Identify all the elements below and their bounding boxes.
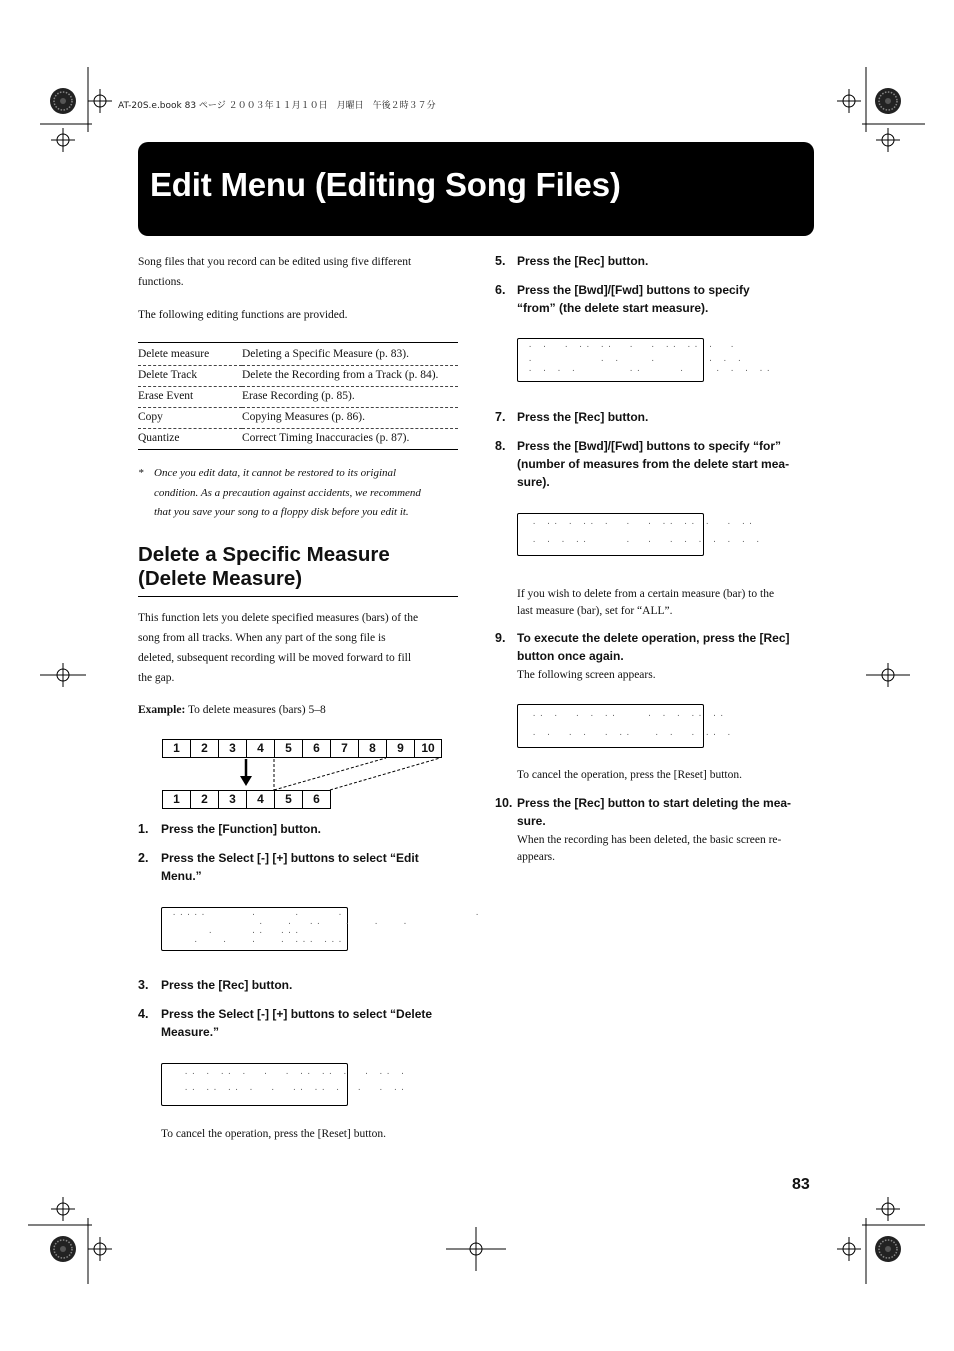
step-6: [495, 281, 815, 317]
lcd-row: ·· · ·· · · · ·· ·· · · ·· ·: [184, 1070, 408, 1078]
lcd-confirm: [517, 704, 735, 748]
following-note: The following screen appears.: [517, 669, 656, 681]
step-text: Press the Select [-] [+] buttons to select “Delete: [161, 1007, 433, 1021]
lcd-row: · · · · ··· ···: [172, 938, 346, 946]
measure-cell: 4: [246, 790, 275, 809]
done-note-line: appears.: [517, 851, 555, 863]
measure-cell: 2: [190, 739, 219, 758]
lcd-row: · · · · · ·· · · · ·· ·: [532, 731, 735, 739]
step-number: 2.: [138, 851, 149, 865]
function-desc: Deleting a Specific Measure (p. 83).: [242, 348, 410, 360]
step-4: [138, 1005, 458, 1041]
lcd-delete-measure: [161, 1063, 408, 1106]
example-label: Example:: [138, 704, 186, 716]
step-text: Press the [Rec] button.: [161, 978, 293, 992]
function-desc: Erase Recording (p. 85).: [242, 387, 458, 408]
done-note: [517, 832, 781, 866]
intro-line-2: functions.: [138, 276, 184, 288]
page-number: 83: [792, 1176, 810, 1193]
step-text: sure.: [517, 814, 546, 828]
step-text: Press the [Bwd]/[Fwd] buttons to specify: [517, 283, 750, 297]
measure-cell: 5: [274, 790, 303, 809]
step-text: Press the Select [-] [+] buttons to select “Edit: [161, 851, 419, 865]
measure-cell: 8: [358, 739, 387, 758]
desc-line: deleted, subsequent recording will be moved forward to fill: [138, 652, 412, 664]
measure-cell: 6: [302, 790, 331, 809]
desc-line: This function lets you delete specified measures (bars) of the: [138, 612, 419, 624]
desc-line: the gap.: [138, 672, 175, 684]
lcd-row: ·· · · · ·· · · · ·· ··: [532, 712, 727, 720]
measure-cell: 10: [414, 739, 442, 758]
lcd-row: · · · ·· · · · · · · · · ·: [532, 538, 763, 546]
lcd-row: · · · ·· ·· · · ·· ·· · ·: [528, 343, 738, 351]
measure-cell: 4: [246, 739, 275, 758]
file-header: AT-20S.e.book 83 ページ ２００３年１１月１０日 月曜日 午後２時３７分: [118, 101, 436, 111]
step-2: [138, 849, 458, 885]
all-note-line: last measure (bar), set for “ALL”.: [517, 605, 673, 617]
lcd-row: · · · · · · ·: [528, 357, 745, 365]
step-text: button once again.: [517, 649, 624, 663]
step-number: 7.: [495, 410, 506, 424]
lcd-row: · ·· ···: [172, 929, 302, 937]
step-8: [495, 437, 815, 491]
step-3: [138, 976, 458, 994]
measure-cell: 3: [218, 790, 247, 809]
step-text: Press the [Rec] button.: [517, 254, 649, 268]
lcd-from: [517, 338, 774, 382]
intro-provided: The following editing functions are provided.: [138, 309, 348, 321]
desc-line: song from all tracks. When any part of the song file is: [138, 632, 386, 644]
step-number: 1.: [138, 822, 149, 836]
measure-cell: 7: [330, 739, 359, 758]
cancel-note-2: To cancel the operation, press the [Reset] button.: [517, 769, 742, 781]
step-5: [495, 252, 815, 270]
step-9: [495, 629, 815, 665]
lcd-row: · · · · ·· · · · · ··: [528, 367, 774, 375]
step-1: [138, 820, 458, 838]
all-note: [517, 586, 774, 620]
measure-cell: 6: [302, 739, 331, 758]
step-number: 3.: [138, 978, 149, 992]
lcd-edit-menu: [161, 907, 483, 951]
arrow-down-icon: [240, 776, 252, 786]
all-note-line: If you wish to delete from a certain measure (bar) to the: [517, 588, 775, 600]
step-text: To execute the delete operation, press the [Rec]: [517, 631, 790, 645]
step-text: (number of measures from the delete start mea-: [517, 457, 790, 471]
note-line-2: condition. As a precaution against accidents, we recommend: [154, 486, 421, 499]
step-number: 5.: [495, 254, 506, 268]
measure-cell: 3: [218, 739, 247, 758]
measure-cell: 1: [162, 739, 191, 758]
measure-cell: 1: [162, 790, 191, 809]
section-title-line-2: (Delete Measure): [138, 567, 303, 590]
note-line-1: Once you edit data, it cannot be restored to its original: [154, 467, 397, 479]
section-title-line-1: Delete a Specific Measure: [138, 543, 390, 566]
function-name: Quantize: [138, 429, 242, 450]
step-text: Measure.”: [161, 1025, 220, 1039]
note-star: *: [138, 467, 144, 479]
step-text: Press the [Bwd]/[Fwd] buttons to specify “for”: [517, 439, 782, 453]
step-7: [495, 408, 815, 426]
step-text: Press the [Function] button.: [161, 822, 321, 836]
lcd-row: · ·· · ·· · · · ·· ·· · · ··: [532, 520, 756, 528]
step-number: 10.: [495, 796, 513, 810]
step-number: 6.: [495, 283, 506, 297]
function-name: Copy: [138, 408, 242, 429]
function-name: Erase Event: [138, 387, 242, 408]
measure-cell: 5: [274, 739, 303, 758]
done-note-line: When the recording has been deleted, the basic screen re-: [517, 834, 782, 846]
note-line-3: that you save your song to a floppy disk before you edit it.: [154, 506, 409, 518]
step-number: 8.: [495, 439, 506, 453]
function-name: Delete measure: [138, 348, 210, 360]
measure-cell: 9: [386, 739, 415, 758]
step-text: sure).: [517, 475, 550, 489]
step-text: Press the [Rec] button.: [517, 410, 649, 424]
function-desc: Delete the Recording from a Track (p. 84).: [242, 366, 458, 387]
measure-cell: 2: [190, 790, 219, 809]
function-desc: Copying Measures (p. 86).: [242, 408, 458, 429]
lcd-row: · · ·· · · ·: [172, 920, 411, 928]
step-number: 9.: [495, 631, 506, 645]
function-desc: Correct Timing Inaccuracies (p. 87).: [242, 429, 458, 450]
step-text: Press the [Rec] button to start deleting the mea-: [517, 796, 792, 810]
page-title: Edit Menu (Editing Song Files): [150, 166, 621, 203]
lcd-for: [517, 513, 763, 556]
example-text: To delete measures (bars) 5–8: [185, 704, 326, 716]
step-text: “from” (the delete start measure).: [517, 301, 709, 315]
lcd-row: ·· ·· ·· · · ·· ·· · · · ··: [184, 1086, 408, 1094]
lcd-row: ····· · · · ·: [172, 911, 483, 919]
intro-line-1: Song files that you record can be edited using five different: [138, 256, 412, 268]
step-text: Menu.”: [161, 869, 202, 883]
cancel-note-1: To cancel the operation, press the [Reset] button.: [161, 1128, 386, 1140]
step-10: [495, 794, 815, 830]
step-number: 4.: [138, 1007, 149, 1021]
function-name: Delete Track: [138, 366, 242, 387]
